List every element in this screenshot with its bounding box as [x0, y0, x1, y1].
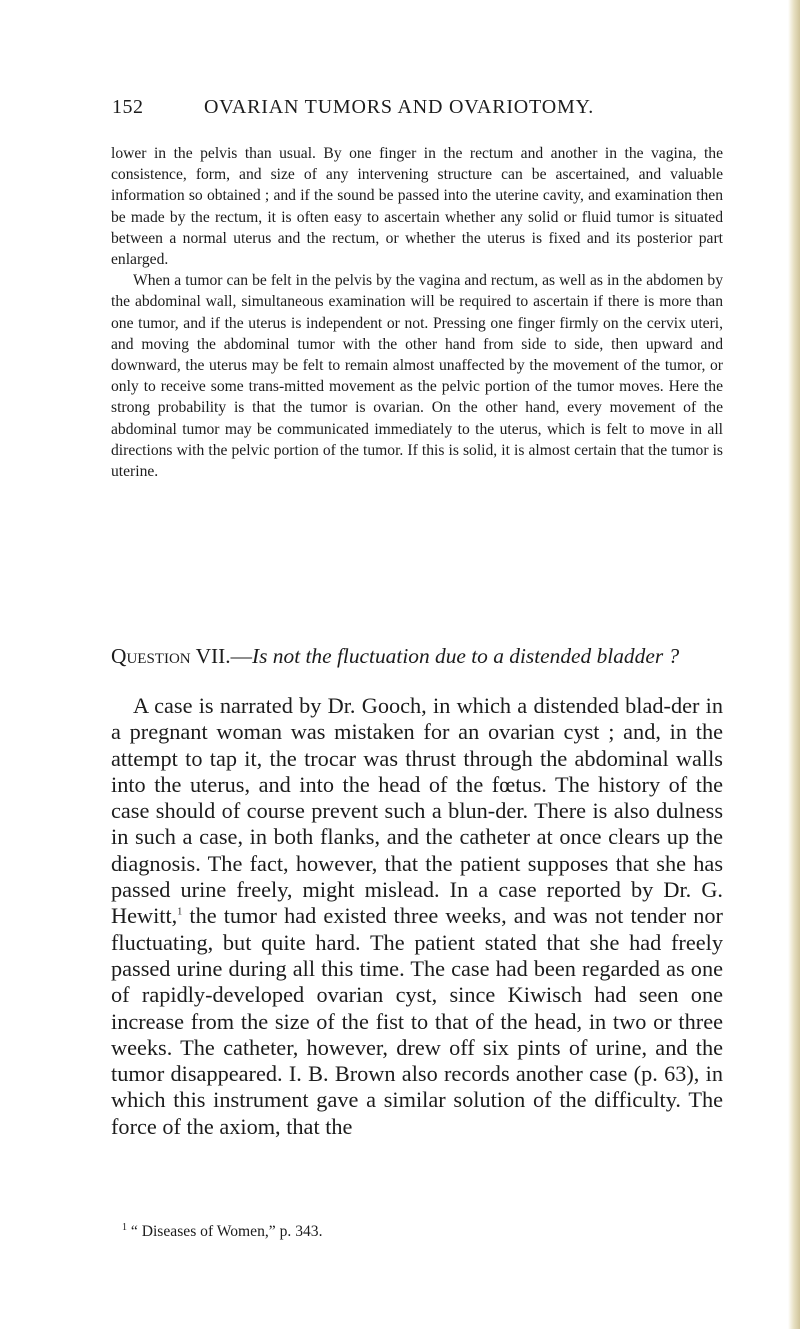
small-print-section	[111, 143, 723, 482]
page-number: 152	[112, 96, 144, 118]
footnote-reference: 1	[177, 906, 183, 918]
paragraph-continued: lower in the pelvis than usual. By one finger in the rectum and another in the vagina, the consistence, form, and size of any intervening structure can be ascertained, and valuable information so obtained ; and if the sound be passed into the uterine cavity, and examination then be made by the rectum, it is often easy to ascertain whether any solid or fluid tumor is situated between a normal uterus and the rectum, or whether the uterus is fixed and its posterior part enlarged.	[111, 145, 723, 269]
question-heading	[111, 644, 723, 669]
paragraph-part-2: the tumor had existed three weeks, and was not tender nor fluctuating, but quite hard. The patient stated that she had freely passed urine during all this time. The case had been regarded as one of rapidly-developed ovarian cyst, since Kiwisch had seen one increase from the size of the fist to that of the head, in two or three weeks. The catheter, however, drew off six pints of urine, and the tumor disappeared. I. B. Brown also records another case (p. 63), in which this instrument gave a similar solution of the difficulty. The force of the axiom, that the	[111, 903, 723, 1139]
footnote	[122, 1222, 722, 1242]
running-title: OVARIAN TUMORS AND OVARIOTOMY.	[204, 96, 594, 118]
footnote-text: “ Diseases of Women,” p. 343.	[127, 1223, 323, 1240]
paragraph-simultaneous-examination: When a tumor can be felt in the pelvis by the vagina and rectum, as well as in the abdomen by the abdominal wall, simultaneous examination will be required to ascertain if there is more than one tumor, and if the uterus is independent or not. Pressing one finger firmly on the cervix uteri, and moving the abdominal tumor with the other hand from side to side, then upward and downward, the uterus may be felt to remain almost unaffected by the movement of the tumor, or only to receive some trans-mitted movement as the pelvic portion of the tumor moves. Here the strong probability is that the tumor is ovarian. On the other hand, every movement of the abdominal tumor may be communicated immediately to the uterus, which is felt to move in all directions with the pelvic portion of the tumor. If this is solid, it is almost certain that the tumor is uterine.	[111, 272, 723, 481]
page-header	[112, 96, 724, 120]
paragraph-part-1: A case is narrated by Dr. Gooch, in which a distended blad-der in a pregnant woman was mistaken for an ovarian cyst ; and, in the attempt to tap it, the trocar was thrust through the abdominal walls into the uterus, and into the head of the fœtus. The history of the case should of course prevent such a blun-der. There is also dulness in such a case, in both flanks, and the catheter at once clears up the diagnosis. The fact, however, that the patient supposes that she has passed urine freely, might mislead. In a case reported by Dr. G. Hewitt,	[111, 693, 723, 929]
paragraph-distended-bladder	[111, 693, 723, 1140]
footnote-marker: 1	[122, 1221, 127, 1233]
page-edge-shadow	[788, 0, 800, 1329]
question-dash: —	[230, 644, 253, 668]
question-text: Is not the fluctuation due to a distended bladder ?	[252, 644, 680, 668]
main-text-section	[111, 693, 723, 1140]
question-label: Question VII.	[111, 644, 231, 668]
